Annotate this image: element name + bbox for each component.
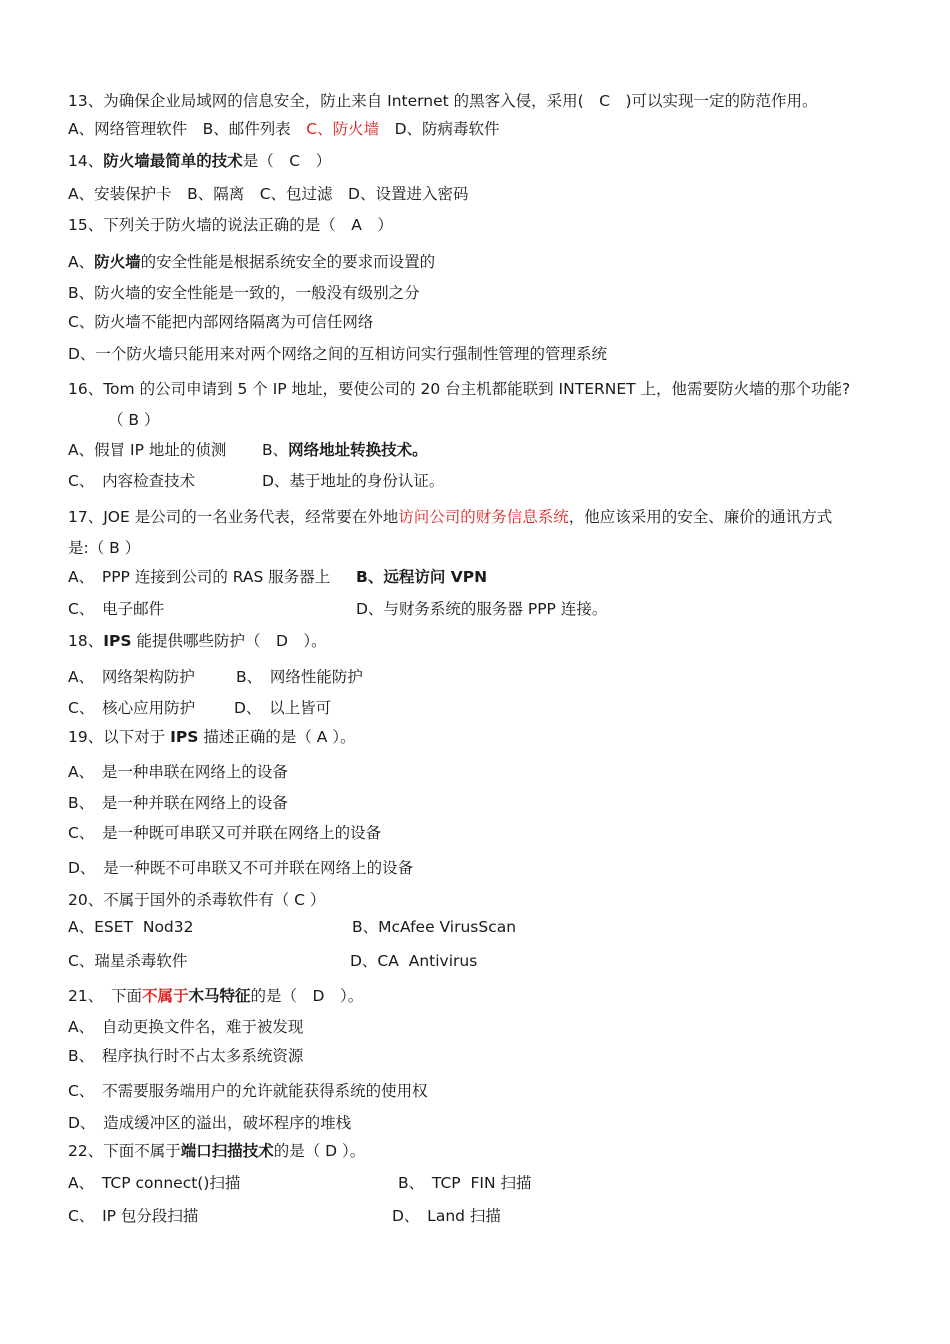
- q21-option-a: A、 自动更换文件名，难于被发现: [68, 1018, 304, 1036]
- q21-option-c: C、 不需要服务端用户的允许就能获得系统的使用权: [68, 1082, 428, 1100]
- q15-a-bold: 防火墙: [94, 253, 141, 271]
- q16-b-bold: 网络地址转换技术。: [288, 441, 428, 459]
- q17-option-d: D、与财务系统的服务器 PPP 连接。: [356, 600, 608, 618]
- q17-stem-red: 访问公司的财务信息系统: [398, 508, 569, 526]
- q19-option-b: B、 是一种并联在网络上的设备: [68, 794, 288, 812]
- q22-tail: 的是（ D ）。: [273, 1142, 366, 1160]
- q16-answer: （ B ）: [108, 411, 160, 429]
- q17-option-c: C、 电子邮件: [68, 600, 165, 618]
- q16-stem: 16、Tom 的公司申请到 5 个 IP 地址，要使公司的 20 台主机都能联到 INTERNET 上，他需要防火墙的那个功能?: [68, 380, 851, 398]
- q16-option-c: C、 内容检查技术: [68, 472, 196, 490]
- q17-option-b: B、远程访问 VPN: [356, 568, 488, 586]
- q14-bold-term: 防火墙最简单的技术: [103, 152, 243, 170]
- q22-option-a: A、 TCP connect()扫描: [68, 1174, 241, 1192]
- q17-stem-line2: 是:（ B ）: [68, 539, 141, 557]
- q13-option-c-answer: C、防火墙: [306, 120, 380, 138]
- q13-stem: 13、为确保企业局域网的信息安全，防止来自 Internet 的黑客入侵，采用( C )可以实现一定的防范作用。: [68, 92, 818, 110]
- q15-option-c: C、防火墙不能把内部网络隔离为可信任网络: [68, 313, 374, 331]
- q19-stem: [68, 727, 356, 747]
- q22-bold: 端口扫描技术: [180, 1142, 274, 1160]
- q16-b-prefix: B、: [262, 441, 289, 459]
- q21-stem: [68, 986, 363, 1006]
- q19-bold: IPS: [170, 728, 199, 746]
- q14-stem: [68, 151, 331, 171]
- q21-option-b: B、 程序执行时不占太多系统资源: [68, 1047, 304, 1065]
- q18-stem: [68, 631, 327, 651]
- q17-option-a: A、 PPP 连接到公司的 RAS 服务器上: [68, 568, 331, 586]
- q18-option-a: A、 网络架构防护: [68, 668, 195, 686]
- q19-option-a: A、 是一种串联在网络上的设备: [68, 763, 288, 781]
- q18-bold: IPS: [103, 632, 132, 650]
- q15-option-b: B、防火墙的安全性能是一致的，一般没有级别之分: [68, 284, 420, 302]
- q20-stem: 20、不属于国外的杀毒软件有（ C ）: [68, 891, 326, 909]
- q14-number: 14、: [68, 152, 104, 170]
- q19-option-c: C、 是一种既可串联又可并联在网络上的设备: [68, 824, 382, 842]
- q15-a-prefix: A、: [68, 253, 95, 271]
- q19-tail: 描述正确的是（ A ）。: [198, 728, 356, 746]
- q14-tail: 是（ C ）: [242, 152, 332, 170]
- q22-option-b: B、 TCP FIN 扫描: [398, 1174, 532, 1192]
- q21-bold: 木马特征: [188, 987, 251, 1005]
- q19-option-d: D、 是一种既不可串联又不可并联在网络上的设备: [68, 859, 414, 877]
- q21-tail: 的是（ D ）。: [250, 987, 364, 1005]
- q20-option-c: C、瑞星杀毒软件: [68, 952, 188, 970]
- q22-stem: [68, 1141, 365, 1161]
- q16-option-b: [262, 440, 428, 460]
- q21-option-d: D、 造成缓冲区的溢出，破坏程序的堆栈: [68, 1114, 352, 1132]
- q13-option-d: D、防病毒软件: [379, 120, 500, 138]
- q20-option-a: A、ESET Nod32: [68, 918, 194, 936]
- q17-stem-post: ，他应该采用的安全、廉价的通讯方式: [568, 508, 833, 526]
- q18-number: 18、: [68, 632, 104, 650]
- q16-option-a: A、假冒 IP 地址的侦测: [68, 441, 227, 459]
- q22-option-d: D、 Land 扫描: [392, 1207, 501, 1225]
- q18-option-c: C、 核心应用防护: [68, 699, 196, 717]
- q17-stem-pre: 17、JOE 是公司的一名业务代表，经常要在外地: [68, 508, 399, 526]
- q20-option-d: D、CA Antivirus: [350, 952, 478, 970]
- q22-option-c: C、 IP 包分段扫描: [68, 1207, 199, 1225]
- q22-pre: 22、下面不属于: [68, 1142, 181, 1160]
- q18-option-d: D、 以上皆可: [234, 699, 332, 717]
- q21-pre: 21、 下面: [68, 987, 142, 1005]
- q19-pre: 19、以下对于: [68, 728, 171, 746]
- q15-option-d: D、一个防火墙只能用来对两个网络之间的互相访问实行强制性管理的管理系统: [68, 345, 607, 363]
- q17-stem: [68, 507, 832, 527]
- q15-a-tail: 的安全性能是根据系统安全的要求而设置的: [140, 253, 436, 271]
- q13-options-ab: A、网络管理软件 B、邮件列表: [68, 120, 307, 138]
- q15-stem: 15、下列关于防火墙的说法正确的是（ A ）: [68, 216, 393, 234]
- q14-options: A、安装保护卡 B、隔离 C、包过滤 D、设置进入密码: [68, 185, 469, 203]
- q13-options: [68, 119, 500, 139]
- q15-option-a: [68, 252, 435, 272]
- q20-option-b: B、McAfee VirusScan: [352, 918, 517, 936]
- q16-option-d: D、基于地址的身份认证。: [262, 472, 445, 490]
- q18-option-b: B、 网络性能防护: [236, 668, 363, 686]
- q18-tail: 能提供哪些防护（ D ）。: [131, 632, 327, 650]
- q21-red-bold: 不属于: [141, 987, 189, 1005]
